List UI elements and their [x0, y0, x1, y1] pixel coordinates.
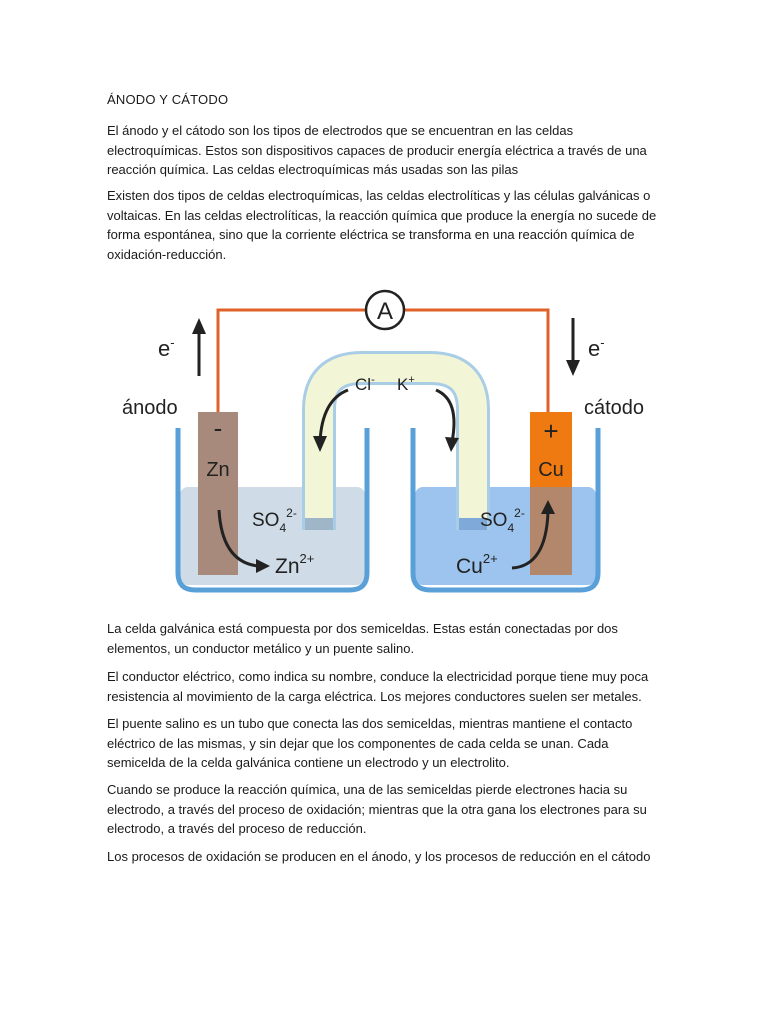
document-heading: ÁNODO Y CÁTODO: [107, 92, 229, 107]
salt-bridge-left-end: [305, 518, 333, 530]
zinc-ion: $Zn^{2+}$: [275, 551, 315, 578]
electron-label-right: e-: [588, 335, 605, 361]
electron-arrow-down-icon: [566, 318, 580, 376]
copper-label: Cu: [538, 459, 564, 481]
paragraph-intro: El ánodo y el cátodo son los tipos de electrodos que se encuentran en las celdas electroquímicas. Estos son dispositivos capaces de producir energía eléctrica a través de una reacción química. Las celdas electroquímicas más usadas son las pilas: [107, 123, 647, 177]
anode-label: ánodo: [122, 397, 178, 419]
copper-ion: $Cu^{2+}$: [456, 551, 498, 578]
paragraph-conductor: El conductor eléctrico, como indica su nombre, conduce la electricidad porque tiene muy poca resistencia al movimiento de la carga eléctrica. Los mejores conductores suelen ser metales.: [107, 669, 649, 704]
copper-electrode-immersed: [530, 487, 572, 575]
zinc-label: Zn: [206, 459, 230, 481]
sulfate-right: $SO_4^{2-}$: [480, 506, 525, 535]
anode-sign: -: [213, 413, 223, 443]
galvanic-cell-diagram: [100, 280, 670, 600]
ammeter-label: A: [376, 298, 394, 325]
sulfate-left: $SO_4^{2-}$: [252, 506, 297, 535]
bridge-ion-potassium: K+: [397, 374, 415, 394]
paragraph-salt-bridge: El puente salino es un tubo que conecta las dos semiceldas, mientras mantiene el contacto eléctrico de las mismas, y sin dejar que los componentes de cada celda se unan. Cada semicelda de la celda galvánica contiene un electrodo y un electrolito.: [107, 716, 633, 770]
bridge-ion-chloride: Cl-: [355, 374, 375, 394]
paragraph-conclusion: Los procesos de oxidación se producen en el ánodo, y los procesos de reducción en el cátodo: [107, 849, 651, 864]
cathode-label: cátodo: [584, 397, 645, 419]
paragraph-galvanic-cell: La celda galvánica está compuesta por dos semiceldas. Estas están conectadas por dos elementos, un conductor metálico y un puente salino.: [107, 621, 618, 656]
paragraph-reaction: Cuando se produce la reacción química, una de las semiceldas pierde electrones hacia su electrodo, a través del proceso de oxidación; mientras que la otra gana los electrones para su electrodo, a través del proceso de reducción.: [107, 782, 647, 836]
electron-label-left: e-: [158, 335, 175, 361]
paragraph-cell-types: Existen dos tipos de celdas electroquímicas, las celdas electrolíticas y las células galvánicas o voltaicas. En las celdas electrolíticas, la reacción química que produce la energía no sucede de forma espontánea, sino que la corriente eléctrica se transforma en una reacción química de oxidación-reducción.: [107, 188, 657, 262]
cathode-sign: +: [543, 416, 559, 446]
electron-arrow-up-icon: [192, 318, 206, 376]
